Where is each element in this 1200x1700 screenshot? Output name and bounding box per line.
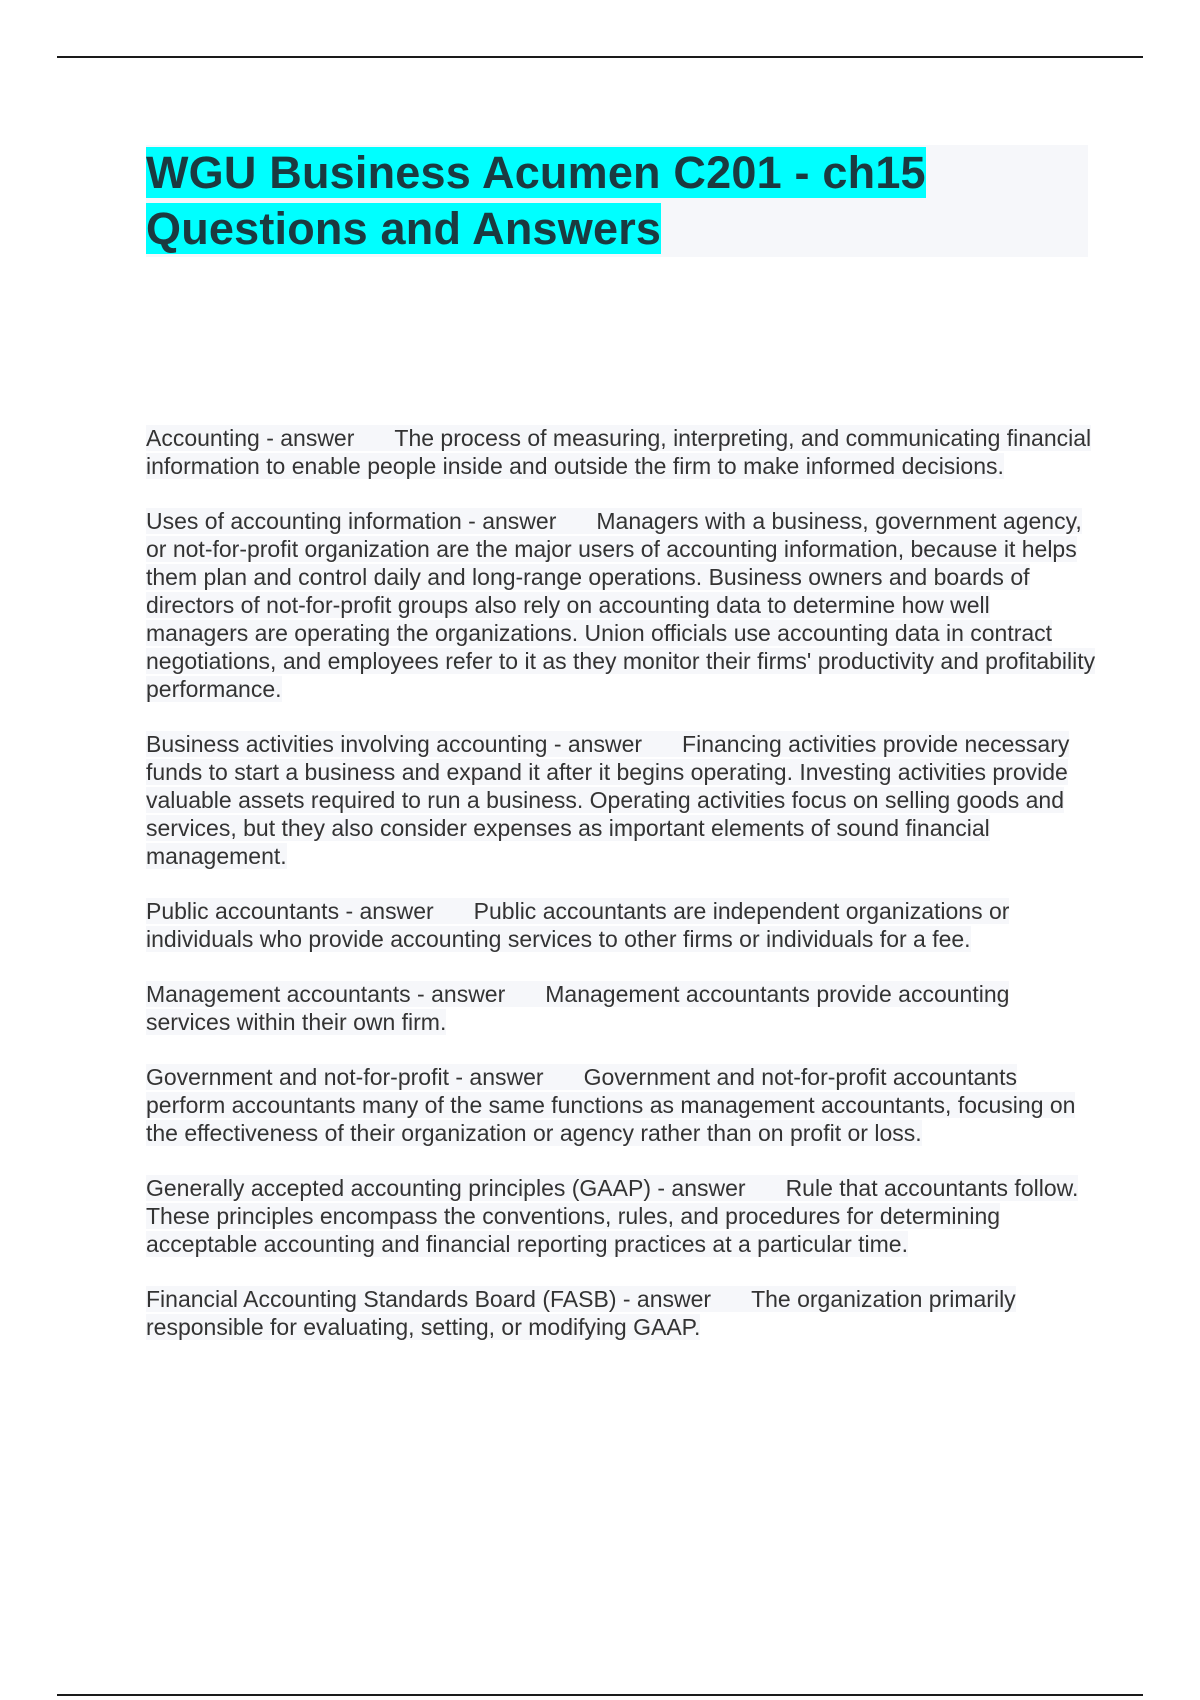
qa-term: Accounting - answer — [146, 425, 355, 451]
title-line-2: Questions and Answers — [146, 203, 662, 254]
qa-term: Public accountants - answer — [146, 898, 434, 924]
qa-definition: The process of measuring, interpreting, and communicating financial information to enable people inside and outside the firm to make informed decisions. — [146, 425, 1092, 479]
qa-definition: Management accountants provide accounting services within their own firm. — [146, 981, 1010, 1035]
qa-entry-fasb — [146, 1285, 1096, 1341]
qa-term: Management accountants - answer — [146, 981, 506, 1007]
page-title — [146, 145, 1088, 257]
qa-term: Financial Accounting Standards Board (FASB) - answer — [146, 1286, 712, 1312]
qa-term: Uses of accounting information - answer — [146, 508, 557, 534]
qa-definition: Public accountants are independent organizations or individuals who provide accounting services to other firms or individuals for a fee. — [146, 898, 1010, 952]
title-line-1: WGU Business Acumen C201 - ch15 — [146, 147, 926, 198]
qa-entry-accounting — [146, 424, 1096, 480]
qa-entry-uses-of-accounting — [146, 507, 1096, 703]
title-block — [146, 145, 1088, 257]
qa-entry-business-activities — [146, 730, 1096, 870]
qa-list — [146, 424, 1096, 1368]
qa-entry-gaap — [146, 1174, 1096, 1258]
qa-entry-public-accountants — [146, 897, 1096, 953]
qa-definition: Government and not-for-profit accountants perform accountants many of the same functions as management accountants, focusing on the effectiveness of their organization or agency rather than on profit or loss. — [146, 1064, 1076, 1146]
qa-definition: Rule that accountants follow. These principles encompass the conventions, rules, and procedures for determining acceptable accounting and financial reporting practices at a particular time. — [146, 1175, 1079, 1257]
qa-term: Generally accepted accounting principles (GAAP) - answer — [146, 1175, 746, 1201]
qa-definition: The organization primarily responsible for evaluating, setting, or modifying GAAP. — [146, 1286, 1016, 1340]
qa-term: Government and not-for-profit - answer — [146, 1064, 544, 1090]
bottom-rule — [57, 1694, 1143, 1696]
qa-entry-government-nonprofit — [146, 1063, 1096, 1147]
top-rule — [57, 56, 1143, 58]
qa-definition: Managers with a business, government agency, or not-for-profit organization are the major users of accounting information, because it helps them plan and control daily and long-range operations. Business owners and boards of directors of not-for-profit groups also rely on accounting data to determine how well managers are operating the organizations. Union officials use accounting data in contract negotiations, and employees refer to it as they monitor their firms' productivity and profitability performance. — [146, 508, 1096, 702]
qa-entry-management-accountants — [146, 980, 1096, 1036]
qa-term: Business activities involving accounting - answer — [146, 731, 643, 757]
qa-definition: Financing activities provide necessary funds to start a business and expand it after it begins operating. Investing activities provide valuable assets required to run a business. Operating activities focus on selling goods and services, but they also consider expenses as important elements of sound financial management. — [146, 731, 1070, 869]
